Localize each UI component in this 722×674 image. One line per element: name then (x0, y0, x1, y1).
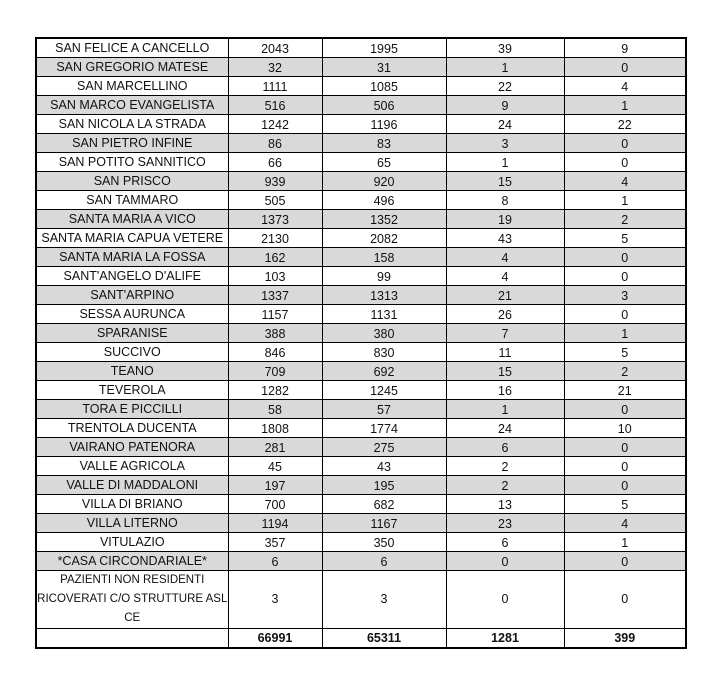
value-cell-c1: 505 (228, 191, 322, 210)
value-cell-c3: 19 (446, 210, 564, 229)
value-cell-c1: 1157 (228, 305, 322, 324)
value-cell-c2: 43 (322, 457, 446, 476)
value-cell-c3: 1 (446, 58, 564, 77)
value-cell-c4: 1 (564, 533, 686, 552)
table-row (36, 134, 686, 153)
municipality-name-cell: *CASA CIRCONDARIALE* (36, 552, 228, 571)
value-cell-c2: 1352 (322, 210, 446, 229)
table-row (36, 210, 686, 229)
value-cell-c4: 4 (564, 172, 686, 191)
value-cell-c1: 32 (228, 58, 322, 77)
value-cell-c3: 39 (446, 38, 564, 58)
value-cell-c4: 2 (564, 362, 686, 381)
value-cell-c2: 1085 (322, 77, 446, 96)
value-cell-c3: 24 (446, 419, 564, 438)
value-cell-c2: 920 (322, 172, 446, 191)
municipality-name-cell: SAN MARCO EVANGELISTA (36, 96, 228, 115)
value-cell-c2: 65 (322, 153, 446, 172)
value-cell-c2: 692 (322, 362, 446, 381)
table-row (36, 77, 686, 96)
municipality-name-cell: TRENTOLA DUCENTA (36, 419, 228, 438)
value-cell-c2: 158 (322, 248, 446, 267)
value-cell-c3: 6 (446, 438, 564, 457)
table-row (36, 533, 686, 552)
municipality-data-table (35, 37, 687, 649)
municipality-name-cell: VILLA DI BRIANO (36, 495, 228, 514)
value-cell-c4: 0 (564, 153, 686, 172)
value-cell-c2: 83 (322, 134, 446, 153)
value-cell-c1: 1337 (228, 286, 322, 305)
value-cell-c3: 4 (446, 267, 564, 286)
value-cell-c4: 5 (564, 343, 686, 362)
table-row (36, 381, 686, 400)
table-row (36, 267, 686, 286)
value-cell-c4: 9 (564, 38, 686, 58)
value-cell-c1: 2130 (228, 229, 322, 248)
table-row (36, 457, 686, 476)
value-cell-c2: 1995 (322, 38, 446, 58)
municipality-name-cell: VITULAZIO (36, 533, 228, 552)
table-row (36, 229, 686, 248)
value-cell-c4: 0 (564, 552, 686, 571)
municipality-name-cell: SANTA MARIA LA FOSSA (36, 248, 228, 267)
value-cell-c2: 1774 (322, 419, 446, 438)
municipality-name-cell: SUCCIVO (36, 343, 228, 362)
value-cell-c3: 0 (446, 552, 564, 571)
table-row (36, 324, 686, 343)
value-cell-c1: 6 (228, 552, 322, 571)
value-cell-c4: 10 (564, 419, 686, 438)
municipality-name-cell (36, 629, 228, 649)
municipality-name-cell: SPARANISE (36, 324, 228, 343)
value-cell-c1: 846 (228, 343, 322, 362)
value-cell-c4: 4 (564, 77, 686, 96)
value-cell-c3: 11 (446, 343, 564, 362)
value-cell-c1: 1242 (228, 115, 322, 134)
value-cell-c3: 2 (446, 476, 564, 495)
value-cell-c2: 6 (322, 552, 446, 571)
value-cell-c1: 1282 (228, 381, 322, 400)
value-cell-c1: 516 (228, 96, 322, 115)
municipality-name-cell: SANT'ANGELO D'ALIFE (36, 267, 228, 286)
value-cell-c1: 1194 (228, 514, 322, 533)
value-cell-c2: 1196 (322, 115, 446, 134)
table-row (36, 286, 686, 305)
value-cell-c3: 0 (446, 571, 564, 629)
value-cell-c2: 2082 (322, 229, 446, 248)
value-cell-c2: 380 (322, 324, 446, 343)
value-cell-c1: 281 (228, 438, 322, 457)
municipality-name-cell: SANTA MARIA CAPUA VETERE (36, 229, 228, 248)
value-cell-c4: 0 (564, 571, 686, 629)
value-cell-c3: 2 (446, 457, 564, 476)
value-cell-c2: 275 (322, 438, 446, 457)
table-row (36, 38, 686, 58)
value-cell-c4: 5 (564, 495, 686, 514)
table-row (36, 172, 686, 191)
municipality-name-cell: PAZIENTI NON RESIDENTI RICOVERATI C/O STRUTTURE ASL CE (36, 571, 228, 629)
value-cell-c4: 0 (564, 58, 686, 77)
value-cell-c2: 57 (322, 400, 446, 419)
table-row (36, 438, 686, 457)
value-cell-c4: 0 (564, 134, 686, 153)
table-row (36, 419, 686, 438)
municipality-name-cell: SAN NICOLA LA STRADA (36, 115, 228, 134)
municipality-name-cell: SESSA AURUNCA (36, 305, 228, 324)
value-cell-c4: 1 (564, 324, 686, 343)
value-cell-c4: 0 (564, 400, 686, 419)
table-row (36, 305, 686, 324)
table-row (36, 362, 686, 381)
value-cell-c1: 58 (228, 400, 322, 419)
value-cell-c3: 22 (446, 77, 564, 96)
value-cell-c4: 399 (564, 629, 686, 649)
value-cell-c3: 3 (446, 134, 564, 153)
value-cell-c1: 162 (228, 248, 322, 267)
value-cell-c1: 1111 (228, 77, 322, 96)
value-cell-c3: 4 (446, 248, 564, 267)
value-cell-c1: 3 (228, 571, 322, 629)
value-cell-c4: 21 (564, 381, 686, 400)
value-cell-c4: 0 (564, 476, 686, 495)
value-cell-c4: 0 (564, 305, 686, 324)
value-cell-c3: 23 (446, 514, 564, 533)
table-row (36, 248, 686, 267)
value-cell-c2: 99 (322, 267, 446, 286)
municipality-name-cell: VILLA LITERNO (36, 514, 228, 533)
value-cell-c1: 939 (228, 172, 322, 191)
table-row (36, 476, 686, 495)
value-cell-c4: 0 (564, 457, 686, 476)
value-cell-c2: 3 (322, 571, 446, 629)
value-cell-c2: 350 (322, 533, 446, 552)
table-body (36, 38, 686, 648)
value-cell-c2: 1245 (322, 381, 446, 400)
value-cell-c3: 13 (446, 495, 564, 514)
value-cell-c3: 26 (446, 305, 564, 324)
table-row (36, 58, 686, 77)
value-cell-c2: 496 (322, 191, 446, 210)
value-cell-c1: 357 (228, 533, 322, 552)
value-cell-c1: 388 (228, 324, 322, 343)
municipality-name-cell: SANTA MARIA A VICO (36, 210, 228, 229)
value-cell-c1: 700 (228, 495, 322, 514)
value-cell-c4: 2 (564, 210, 686, 229)
table-row (36, 343, 686, 362)
value-cell-c4: 5 (564, 229, 686, 248)
value-cell-c2: 682 (322, 495, 446, 514)
value-cell-c2: 195 (322, 476, 446, 495)
value-cell-c1: 45 (228, 457, 322, 476)
value-cell-c3: 1281 (446, 629, 564, 649)
value-cell-c4: 22 (564, 115, 686, 134)
totals-row (36, 629, 686, 649)
value-cell-c4: 1 (564, 96, 686, 115)
value-cell-c1: 1808 (228, 419, 322, 438)
value-cell-c1: 197 (228, 476, 322, 495)
municipality-name-cell: SAN POTITO SANNITICO (36, 153, 228, 172)
table-row (36, 571, 686, 629)
value-cell-c3: 7 (446, 324, 564, 343)
value-cell-c3: 43 (446, 229, 564, 248)
municipality-name-cell: TORA E PICCILLI (36, 400, 228, 419)
value-cell-c4: 0 (564, 438, 686, 457)
table-row (36, 514, 686, 533)
value-cell-c1: 709 (228, 362, 322, 381)
value-cell-c1: 66 (228, 153, 322, 172)
table-row (36, 115, 686, 134)
municipality-name-cell: SAN PIETRO INFINE (36, 134, 228, 153)
value-cell-c4: 4 (564, 514, 686, 533)
table-row (36, 400, 686, 419)
value-cell-c3: 8 (446, 191, 564, 210)
table-row (36, 96, 686, 115)
value-cell-c2: 1131 (322, 305, 446, 324)
value-cell-c2: 1167 (322, 514, 446, 533)
value-cell-c3: 6 (446, 533, 564, 552)
value-cell-c3: 15 (446, 362, 564, 381)
municipality-name-cell: SAN GREGORIO MATESE (36, 58, 228, 77)
municipality-name-cell: VAIRANO PATENORA (36, 438, 228, 457)
value-cell-c3: 1 (446, 153, 564, 172)
municipality-name-cell: TEVEROLA (36, 381, 228, 400)
municipality-name-cell: VALLE DI MADDALONI (36, 476, 228, 495)
municipality-name-cell: SAN PRISCO (36, 172, 228, 191)
value-cell-c2: 830 (322, 343, 446, 362)
value-cell-c3: 24 (446, 115, 564, 134)
municipality-name-cell: SAN FELICE A CANCELLO (36, 38, 228, 58)
value-cell-c3: 21 (446, 286, 564, 305)
value-cell-c1: 86 (228, 134, 322, 153)
value-cell-c2: 1313 (322, 286, 446, 305)
value-cell-c1: 103 (228, 267, 322, 286)
value-cell-c4: 0 (564, 248, 686, 267)
value-cell-c2: 506 (322, 96, 446, 115)
value-cell-c1: 2043 (228, 38, 322, 58)
municipality-name-cell: VALLE AGRICOLA (36, 457, 228, 476)
value-cell-c4: 1 (564, 191, 686, 210)
value-cell-c3: 15 (446, 172, 564, 191)
municipality-name-cell: SAN MARCELLINO (36, 77, 228, 96)
municipality-name-cell: SANT'ARPINO (36, 286, 228, 305)
value-cell-c1: 1373 (228, 210, 322, 229)
value-cell-c3: 1 (446, 400, 564, 419)
value-cell-c4: 3 (564, 286, 686, 305)
value-cell-c3: 9 (446, 96, 564, 115)
municipality-name-cell: TEANO (36, 362, 228, 381)
value-cell-c2: 31 (322, 58, 446, 77)
table-row (36, 153, 686, 172)
municipality-name-cell: SAN TAMMARO (36, 191, 228, 210)
table-row (36, 191, 686, 210)
value-cell-c3: 16 (446, 381, 564, 400)
value-cell-c1: 66991 (228, 629, 322, 649)
value-cell-c4: 0 (564, 267, 686, 286)
value-cell-c2: 65311 (322, 629, 446, 649)
table-row (36, 495, 686, 514)
table-row (36, 552, 686, 571)
